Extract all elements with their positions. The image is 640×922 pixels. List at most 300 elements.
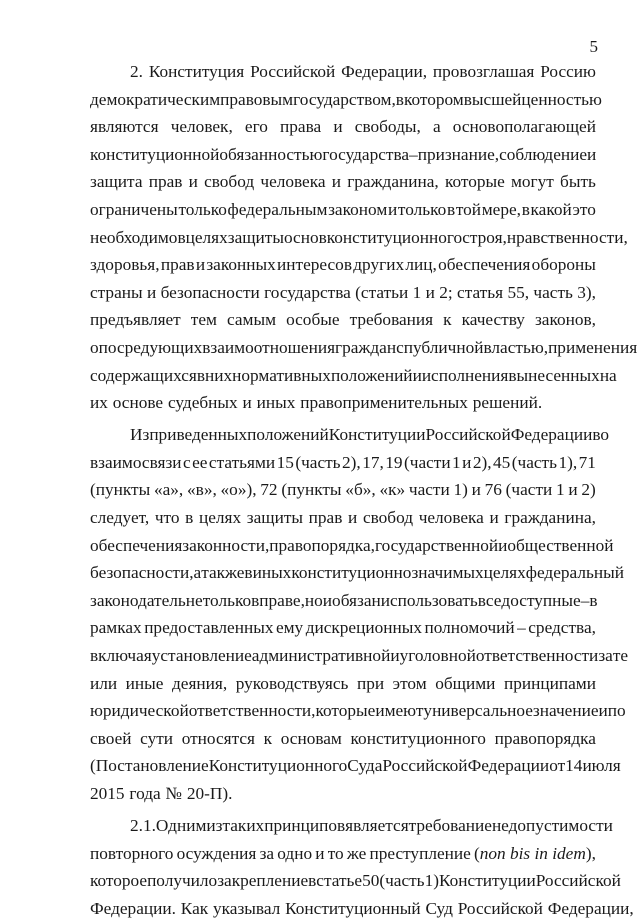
word: положений	[330, 365, 413, 385]
word: по	[607, 701, 626, 721]
word: Федерации,	[341, 62, 428, 81]
word: в	[589, 590, 598, 610]
word: Одним	[155, 816, 207, 836]
word: «в»,	[187, 480, 217, 500]
word: и	[188, 172, 198, 192]
word: ценностью	[521, 89, 602, 109]
word: получило	[147, 871, 218, 891]
word: средства,	[528, 618, 596, 638]
word: указывал	[213, 898, 281, 918]
word: свобод	[362, 508, 414, 527]
word: защиты	[246, 508, 303, 527]
word: Федерации.	[90, 898, 176, 918]
word: законности,	[182, 535, 270, 555]
word: все	[477, 590, 502, 610]
word: (пункты	[90, 480, 151, 500]
word: Россию	[540, 62, 596, 81]
word: к	[443, 310, 452, 330]
word: них	[205, 365, 233, 385]
word: защита	[90, 172, 143, 192]
word: федеральный	[525, 563, 624, 583]
word: предъявляет	[90, 310, 181, 330]
word: и	[462, 452, 472, 472]
word: административной	[251, 645, 391, 665]
word: государства	[264, 282, 351, 302]
word: 50	[362, 871, 380, 891]
text-line	[90, 141, 596, 169]
word: и	[598, 701, 608, 721]
word: демократическим	[90, 89, 221, 109]
word: а	[432, 117, 441, 137]
word: Конституционный	[285, 898, 421, 918]
word: с	[183, 452, 191, 472]
word: 2015	[90, 783, 125, 803]
word: 1	[452, 452, 461, 472]
word: «о»),	[220, 480, 257, 500]
word: ответственности	[475, 645, 599, 665]
word: содержащихся	[90, 365, 197, 385]
word: предоставленных	[144, 618, 274, 638]
word: в	[395, 89, 404, 109]
word: 72	[260, 480, 278, 500]
word: в	[177, 227, 186, 247]
word: мере,	[481, 199, 521, 219]
word: какой	[530, 199, 572, 219]
word: (non bis in idem),	[473, 843, 596, 863]
word: граждан	[335, 337, 397, 357]
word: правоприменительных	[300, 393, 468, 413]
word: с	[396, 337, 404, 357]
word: своей	[90, 728, 132, 748]
word: взаимоотношения	[202, 337, 336, 357]
text-line	[90, 362, 617, 390]
word: в	[185, 508, 194, 527]
text-line	[90, 504, 596, 532]
word: высшей	[463, 89, 522, 109]
word: от	[549, 756, 566, 776]
word: 2)	[581, 480, 596, 500]
word: Как	[180, 898, 209, 918]
word: (части	[404, 452, 451, 472]
word: и	[331, 172, 341, 192]
word: Федерации,	[547, 898, 634, 918]
word: безопасности,	[90, 563, 194, 583]
word: из	[206, 816, 223, 836]
word: и	[425, 282, 435, 302]
word: 2.1.	[130, 816, 156, 836]
word: осуждения	[176, 843, 257, 863]
word: и	[146, 282, 157, 302]
word: те	[612, 645, 629, 665]
word: положений	[247, 425, 329, 445]
word: и	[348, 508, 358, 527]
word: законодатель	[90, 590, 186, 610]
word: –	[517, 618, 526, 638]
word: значение	[532, 701, 599, 721]
word: целях	[198, 508, 242, 527]
word: рамках	[90, 618, 142, 638]
word: 15	[276, 452, 294, 472]
word: котором	[403, 89, 464, 109]
word: Конституционного	[208, 756, 348, 776]
word: только	[178, 199, 227, 219]
word: «к»	[379, 480, 406, 500]
word: статье	[316, 871, 363, 891]
word: интересов	[277, 255, 352, 275]
word: за	[598, 645, 613, 665]
word: таких	[222, 816, 265, 836]
word: права	[280, 117, 322, 137]
text-line	[90, 840, 596, 868]
word: же	[346, 843, 367, 863]
word: общими	[435, 673, 496, 693]
word: государственной	[374, 535, 499, 555]
word: основ	[283, 227, 327, 247]
word: применения	[548, 337, 638, 357]
text-line	[90, 334, 638, 362]
text-line	[90, 168, 596, 196]
text-line	[90, 224, 628, 252]
text-line	[90, 196, 596, 224]
word: других	[353, 255, 405, 275]
word: обеспечения	[438, 255, 531, 275]
paragraph	[90, 812, 634, 922]
word: являются	[90, 117, 159, 137]
word: 45	[493, 452, 511, 472]
word: Российской	[382, 756, 468, 776]
word: быть	[560, 172, 596, 192]
text-line	[90, 279, 596, 307]
word: конституционной	[90, 144, 220, 164]
word: полномочий	[424, 618, 515, 638]
word: Российской	[250, 62, 336, 81]
word: Российской	[457, 898, 543, 918]
word: которые	[444, 172, 505, 192]
text-line	[90, 780, 596, 808]
word: лиц,	[405, 255, 437, 275]
word: Российской	[535, 871, 621, 891]
word: той	[455, 199, 482, 219]
paragraph	[90, 421, 629, 807]
word: года	[129, 783, 161, 803]
word: этом	[392, 673, 427, 693]
word: гражданина,	[504, 508, 596, 527]
word: 71	[578, 452, 596, 472]
word: «б»,	[345, 480, 376, 500]
text-line	[90, 251, 596, 279]
word: только	[202, 590, 252, 610]
word: государства	[322, 144, 410, 164]
word: 1)	[424, 871, 439, 891]
word: страны	[90, 282, 143, 302]
word: здоровья,	[90, 255, 160, 275]
word: в	[244, 563, 253, 583]
text-line	[90, 306, 596, 334]
word: конституционного	[350, 728, 486, 748]
word: вынесенных	[508, 365, 600, 385]
word: правопорядка,	[269, 535, 375, 555]
word: за	[259, 843, 275, 863]
word: защиты	[227, 227, 284, 247]
text-line	[90, 389, 596, 417]
word: доступные	[501, 590, 581, 610]
word: Суда	[347, 756, 383, 776]
word: соблюдение	[499, 144, 588, 164]
text-line	[90, 614, 596, 642]
word: использовать	[380, 590, 478, 610]
word: при	[356, 673, 385, 693]
word: в	[308, 871, 317, 891]
text-line	[90, 752, 621, 780]
word: Федерации	[510, 425, 593, 445]
word: Из	[130, 425, 150, 445]
word: требование	[408, 816, 492, 836]
word: законов,	[534, 310, 596, 330]
word: а	[193, 563, 202, 583]
word: государством,	[293, 89, 396, 109]
word: основе	[112, 393, 164, 413]
word: юридической	[90, 701, 189, 721]
word: (часть	[379, 871, 425, 891]
word: установление	[151, 645, 252, 665]
word: Федерации	[467, 756, 550, 776]
word: в	[446, 199, 456, 219]
word: является	[345, 816, 409, 836]
word: и	[242, 393, 252, 413]
word: человека	[260, 172, 326, 192]
word: строя,	[462, 227, 507, 247]
word: «а»,	[153, 480, 184, 500]
text-line	[90, 113, 596, 141]
word: ограничены	[90, 199, 178, 219]
word: (часть	[511, 452, 557, 472]
word: правопорядка	[494, 728, 596, 748]
word: 1),	[558, 452, 578, 472]
word: не	[185, 590, 203, 610]
word: Конституции	[328, 425, 426, 445]
word: и	[322, 590, 333, 610]
word: статья	[457, 282, 504, 302]
word: (пункты	[281, 480, 342, 500]
word: прав	[160, 255, 195, 275]
word: которые	[315, 701, 376, 721]
word: в	[196, 365, 206, 385]
word: основам	[280, 728, 342, 748]
text-line	[90, 587, 596, 615]
text-line	[90, 476, 596, 504]
word: и	[390, 645, 400, 665]
word: 76	[484, 480, 502, 500]
latin-phrase: non bis in idem	[479, 843, 586, 863]
word: 2),	[342, 452, 361, 472]
word: особые	[286, 310, 340, 330]
text-line	[90, 697, 626, 725]
word: и	[412, 365, 422, 385]
word: и	[498, 535, 508, 555]
word: основополагающей	[452, 117, 596, 137]
word: тем	[190, 310, 217, 330]
word: во	[592, 425, 610, 445]
text-line	[90, 58, 596, 86]
word: иных	[256, 393, 296, 413]
word: ответственности,	[188, 701, 316, 721]
word: повторного	[90, 843, 174, 863]
text-line	[90, 532, 614, 560]
text-line	[90, 867, 621, 895]
text-line	[90, 725, 596, 753]
word: обязан	[332, 590, 381, 610]
word: –	[409, 144, 418, 164]
word: в	[521, 199, 530, 219]
word: и	[489, 508, 499, 527]
word: руководствуясь	[235, 673, 349, 693]
word: универсальное	[423, 701, 533, 721]
word: принципов	[264, 816, 346, 836]
word: властью,	[483, 337, 549, 357]
word: самым	[226, 310, 277, 330]
text-line	[90, 642, 629, 670]
word: части	[408, 480, 450, 500]
word: 1	[412, 282, 422, 302]
word: принципами	[503, 673, 596, 693]
word: 1)	[453, 480, 468, 500]
word: только	[397, 199, 447, 219]
word: (статьи	[355, 282, 409, 302]
word: 19	[385, 452, 403, 472]
word: №	[165, 783, 183, 803]
word: сути	[140, 728, 174, 748]
document-body	[90, 58, 638, 922]
text-line	[90, 812, 613, 840]
word: 2),	[472, 452, 492, 472]
page-number: 5	[589, 37, 598, 56]
word: общественной	[507, 535, 614, 555]
word: что	[154, 508, 180, 527]
word: и	[587, 144, 597, 164]
word: 2.	[130, 62, 143, 81]
word: или	[90, 673, 118, 693]
word: Конституция	[148, 62, 245, 81]
word: человека	[418, 508, 484, 527]
word: 20-П).	[186, 783, 233, 803]
word: это	[572, 199, 596, 219]
word: значимых	[411, 563, 484, 583]
word: –	[580, 590, 590, 610]
word: (части	[505, 480, 553, 500]
word: опосредующих	[90, 337, 203, 357]
word: имеют	[375, 701, 424, 721]
word: необходимо	[90, 227, 178, 247]
word: требования	[349, 310, 434, 330]
word: (часть	[295, 452, 341, 472]
word: 14	[565, 756, 583, 776]
word: публичной	[403, 337, 484, 357]
word: судебных	[167, 393, 238, 413]
word: провозглашая	[432, 62, 535, 81]
word: обороны	[531, 255, 596, 275]
word: нормативных	[232, 365, 331, 385]
text-line	[90, 670, 596, 698]
word: могут	[510, 172, 554, 192]
word: Конституции	[438, 871, 536, 891]
paragraph	[90, 58, 638, 417]
word: закрепление	[217, 871, 309, 891]
word: включая	[90, 645, 152, 665]
word: ему	[275, 618, 304, 638]
word: часть	[533, 282, 573, 302]
word: и	[568, 480, 578, 500]
word: исполнения	[421, 365, 509, 385]
word: правовым	[220, 89, 294, 109]
word: взаимосвязи	[90, 452, 182, 472]
word: Суд	[425, 898, 453, 918]
word: прав	[308, 508, 343, 527]
word: его	[244, 117, 268, 137]
word: обеспечения	[90, 535, 183, 555]
word: 2;	[439, 282, 453, 302]
word: нравственности,	[506, 227, 628, 247]
word: человек,	[170, 117, 233, 137]
word: и	[471, 480, 481, 500]
word: на	[599, 365, 617, 385]
text-line	[90, 449, 596, 477]
word: преступление	[369, 843, 471, 863]
word: но	[304, 590, 323, 610]
word: дискреционных	[305, 618, 422, 638]
word: следует,	[90, 508, 150, 527]
word: одно	[277, 843, 313, 863]
word: свободы,	[354, 117, 421, 137]
word: относятся	[181, 728, 255, 748]
word: Российской	[425, 425, 511, 445]
word: также	[201, 563, 245, 583]
word: июля	[582, 756, 621, 776]
word: признание,	[417, 144, 500, 164]
word: иных	[252, 563, 292, 583]
word: которое	[90, 871, 148, 891]
word: гражданина,	[347, 172, 439, 192]
word: и	[333, 117, 343, 137]
word: (Постановление	[90, 756, 209, 776]
word: иные	[125, 673, 164, 693]
text-line	[90, 559, 624, 587]
word: 55,	[507, 282, 530, 302]
word: вправе,	[251, 590, 305, 610]
text-line	[90, 86, 602, 114]
word: конституционно	[291, 563, 412, 583]
word: законом	[328, 199, 388, 219]
word: решений.	[472, 393, 543, 413]
word: целях	[483, 563, 526, 583]
word: целях	[185, 227, 228, 247]
word: обязанностью	[219, 144, 323, 164]
word: 1	[556, 480, 565, 500]
text-line	[90, 421, 610, 449]
word: и	[315, 843, 325, 863]
word: свобод	[204, 172, 255, 192]
word: недопустимости	[491, 816, 613, 836]
word: приведенных	[149, 425, 248, 445]
word: прав	[148, 172, 183, 192]
word: и	[387, 199, 398, 219]
word: то	[327, 843, 344, 863]
word: статьями	[208, 452, 276, 472]
word: их	[90, 393, 108, 413]
word: деяния,	[172, 673, 228, 693]
word: 3),	[577, 282, 596, 302]
word: ее	[192, 452, 208, 472]
word: и	[195, 255, 206, 275]
